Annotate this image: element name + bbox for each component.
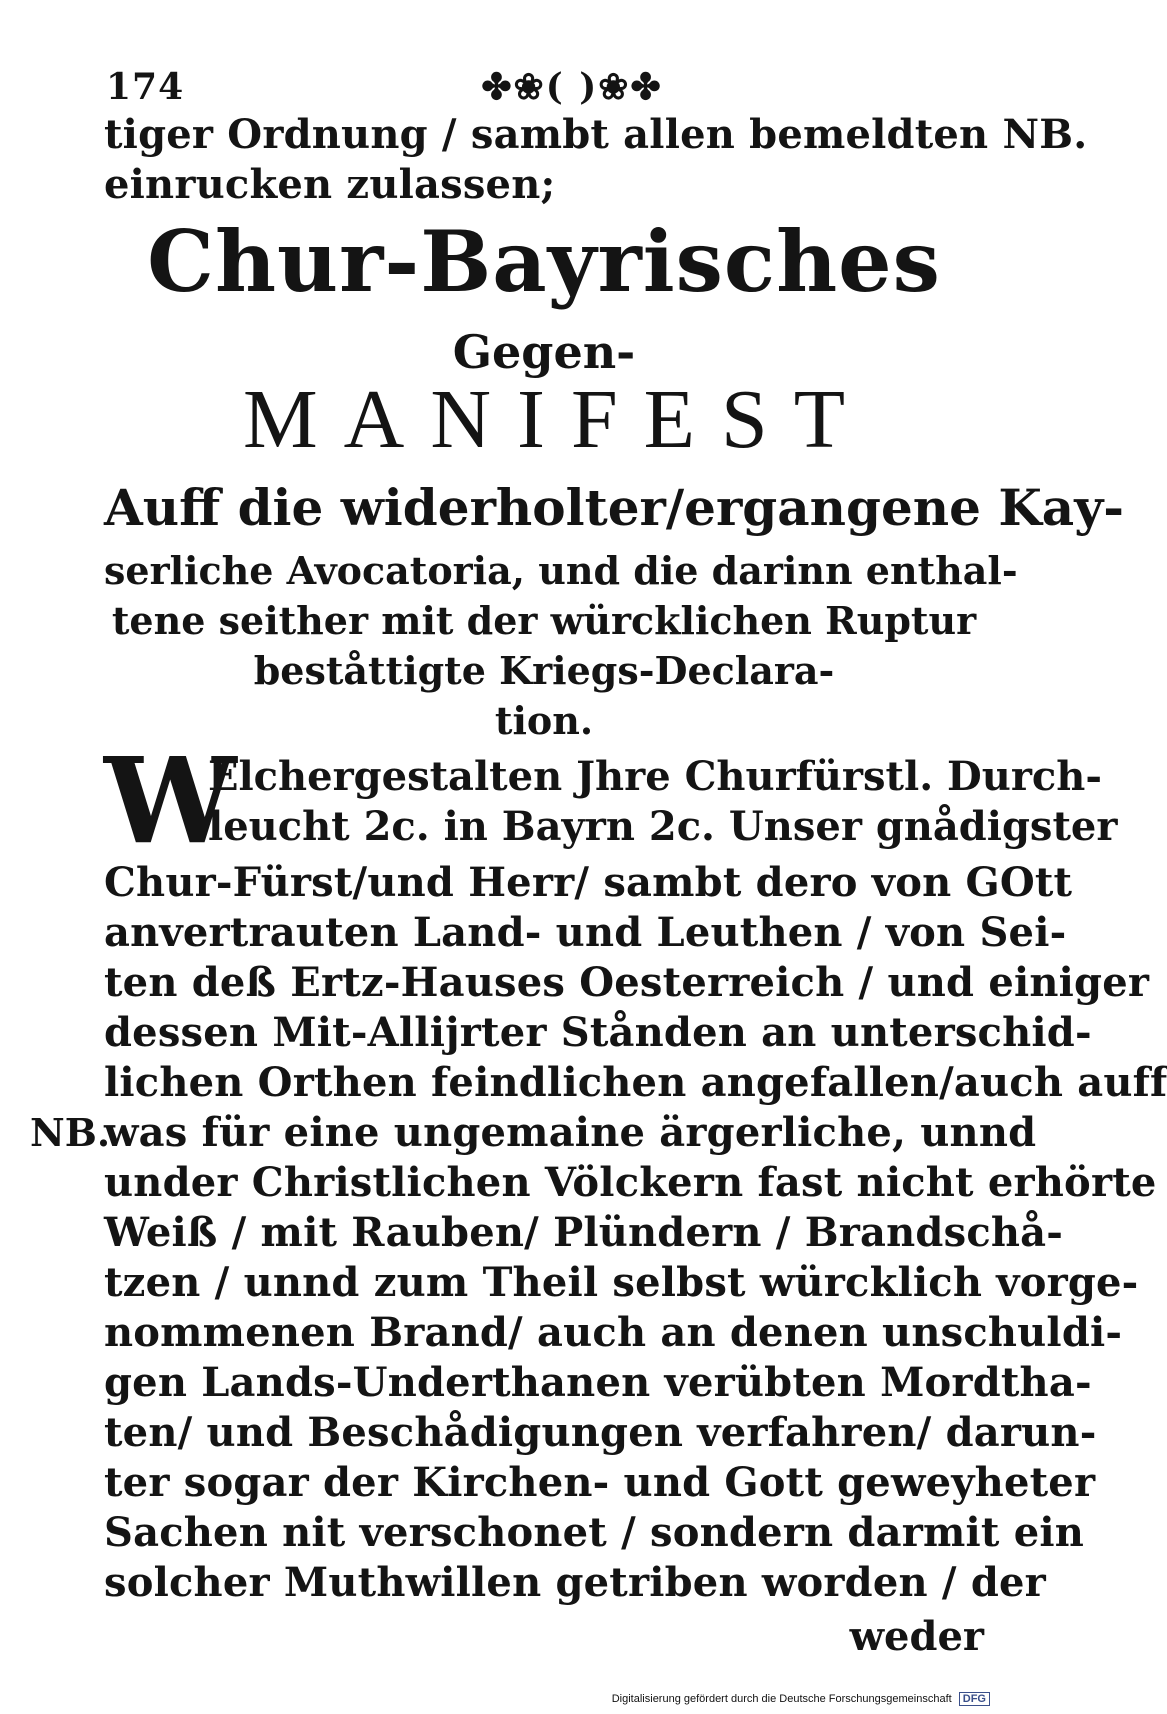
credit-text: Digitalisierung gefördert durch die Deutsche Forschungsgemeinschaft bbox=[611, 1693, 952, 1705]
body-first-line-1: Elchergestalten Jhre Churfürstl. Durch- bbox=[208, 753, 1102, 800]
body-line: dessen Mit-Allijrter Stånden an unterschid- bbox=[104, 1009, 1092, 1056]
title-manifest: MANIFEST bbox=[242, 373, 872, 466]
digitization-credit bbox=[612, 1692, 990, 1706]
body-line: was für eine ungemaine ärgerliche, unnd bbox=[104, 1109, 1037, 1156]
title-chur-bayrisches: Chur-Bayrisches bbox=[147, 212, 941, 311]
title-auff-line: Auff die widerholter/ergangene Kay- bbox=[104, 478, 1124, 537]
body-first-line-2: leucht 2c. in Bayrn 2c. Unser gnådigster bbox=[208, 803, 1118, 850]
dfg-logo: DFG bbox=[959, 1692, 990, 1706]
intro-line-1: tiger Ordnung / sambt allen bemeldten NB. bbox=[104, 111, 1088, 158]
body-line: under Christlichen Völckern fast nicht erhörte bbox=[104, 1159, 1157, 1206]
subtitle-line-4: tion. bbox=[494, 698, 594, 743]
body-line: Chur-Fürst/und Herr/ sambt dero von GOtt bbox=[104, 859, 1073, 906]
body-line: gen Lands-Underthanen verübten Mordtha- bbox=[104, 1359, 1092, 1406]
running-head-ornament: ✤❀( )❀✤ bbox=[481, 66, 663, 108]
body-line: solcher Muthwillen getriben worden / der bbox=[104, 1559, 1046, 1606]
subtitle-line-3: beståttigte Kriegs-Declara- bbox=[253, 648, 835, 693]
body-line: Sachen nit verschonet / sondern darmit ein bbox=[104, 1509, 1085, 1556]
marginal-note: NB. bbox=[30, 1110, 111, 1155]
body-line: anvertrauten Land- und Leuthen / von Sei- bbox=[104, 909, 1067, 956]
page-number: 174 bbox=[106, 66, 185, 108]
body-line: ten deß Ertz-Hauses Oesterreich / und einiger bbox=[104, 959, 1150, 1006]
body-line: ter sogar der Kirchen- und Gott geweyheter bbox=[104, 1459, 1096, 1506]
body-line: lichen Orthen feindlichen angefallen/auch auff bbox=[104, 1059, 1167, 1106]
catchword: weder bbox=[849, 1613, 984, 1660]
drop-cap-initial: W bbox=[104, 731, 237, 870]
body-line: ten/ und Beschådigungen verfahren/ darun- bbox=[104, 1409, 1097, 1456]
body-line: tzen / unnd zum Theil selbst würcklich vorge- bbox=[104, 1259, 1139, 1306]
body-line: Weiß / mit Rauben/ Plündern / Brandschå- bbox=[104, 1209, 1064, 1256]
body-line: nommenen Brand/ auch an denen unschuldi- bbox=[104, 1309, 1123, 1356]
subtitle-line-2: tene seither mit der würcklichen Ruptur bbox=[111, 598, 977, 643]
subtitle-line-1: serliche Avocatoria, und die darinn enthal- bbox=[104, 548, 1018, 593]
intro-line-2: einrucken zulassen; bbox=[104, 161, 556, 208]
title-gegen: Gegen- bbox=[452, 325, 636, 379]
